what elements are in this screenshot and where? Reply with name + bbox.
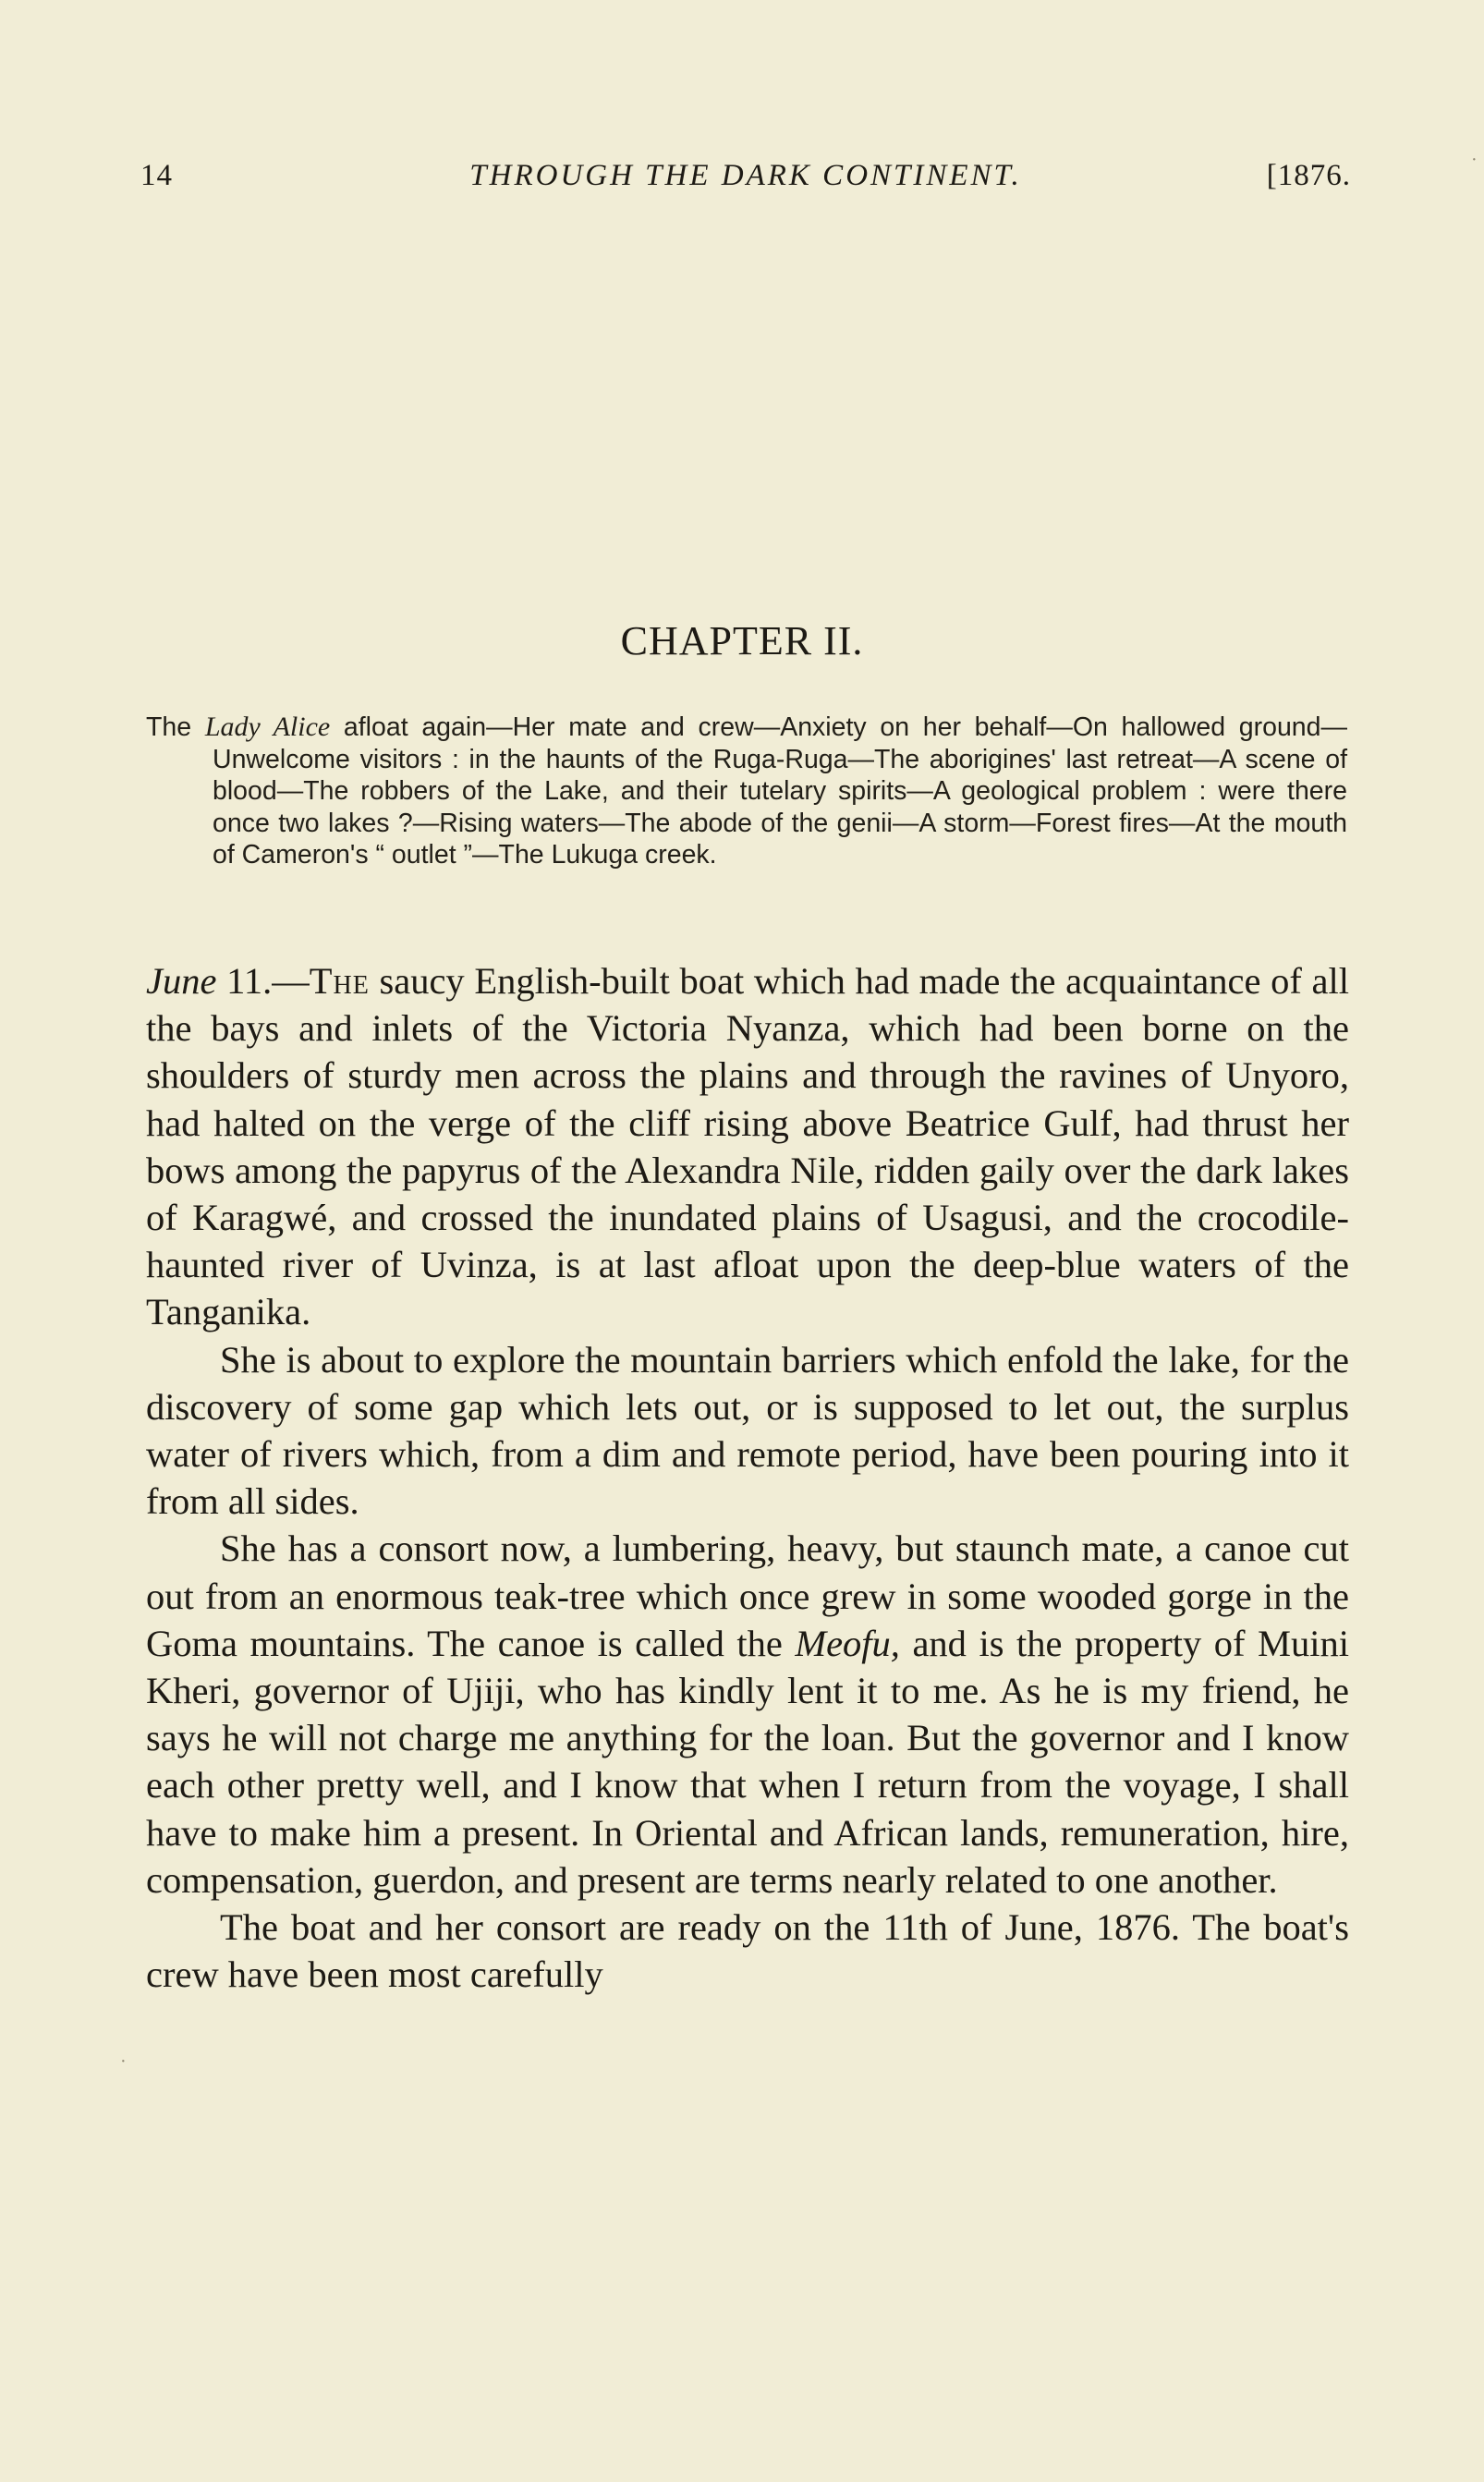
paragraph-1 [146,957,1349,1336]
running-head [140,159,1351,205]
date-lead: June [146,960,217,1002]
running-date: [1876. [1266,159,1351,192]
paragraph-3 [146,1525,1349,1904]
margin-speck: · [120,2051,127,2072]
synopsis-boat-name: Lady Alice [204,712,331,742]
body-text [146,957,1349,1998]
chapter-heading: CHAPTER II. [620,618,864,663]
synopsis-text: afloat again—Her mate and crew—Anxiety on her behalf—On hallowed ground—Unwelcome visitors : in the haunts of the Ruga-Ruga—The aborigines' last retreat—A scene of blood—The robbers of the Lake, and their tutelary spirits—A geological problem : were there once two lakes ?—Rising waters—The abode of the genii—A storm—Forest fires—At the mouth of Cameron's “ outlet ”—The Lukuga creek. [213,712,1347,870]
paragraph-1-text: saucy English-built boat which had made the acquaintance of all the bays and inlets of the Victoria Nyanza, which had been borne on the shoulders of sturdy men across the plains and through the ravines of Unyoro, had halted on the verge of the cliff rising above Beatrice Gulf, had thrust her bows among the papyrus of the Alexandra Nile, ridden gaily over the dark lakes of Karagwé, and crossed the inundated plains of Usagusi, and the crocodile-haunted river of Uvinza, is at last afloat upon the deep-blue waters of the Tanganika. [146,960,1349,1333]
paragraph-3-text-b: and is the property of Muini Kheri, governor of Ujiji, who has kindly lent it to me. As he is my friend, he says he will not charge me anything for the loan. But the governor and I know each other pretty well, and I know that when I return from the voyage, I shall have to make him a present. In Oriental and African lands, remuneration, hire, compensation, guerdon, and present are terms nearly related to one another. [146,1622,1349,1901]
paragraph-4: The boat and her consort are ready on the 11th of June, 1876. The boat's crew have been most carefully [146,1906,1349,1996]
page-number: 14 [140,159,173,192]
opening-word: The [309,960,370,1002]
paragraph-2: She is about to explore the mountain barriers which enfold the lake, for the discovery of some gap which lets out, or is supposed to let out, the surplus water of rivers which, from a dim and remote period, have been pouring into it from all sides. [146,1338,1349,1523]
running-title: THROUGH THE DARK CONTINENT. [469,159,1022,192]
margin-speck: · [1471,150,1478,170]
synopsis-lead: The [146,712,205,742]
paragraph-3-text-a: She has a consort now, a lumbering, heavy, but staunch mate, a canoe cut out from an enormous teak-tree which once grew in some wooded gorge in the Goma mountains. The canoe is called the [146,1527,1349,1664]
canoe-name: Meofu, [795,1622,900,1664]
date-number: 11.— [216,960,310,1002]
chapter-synopsis [146,712,1347,871]
